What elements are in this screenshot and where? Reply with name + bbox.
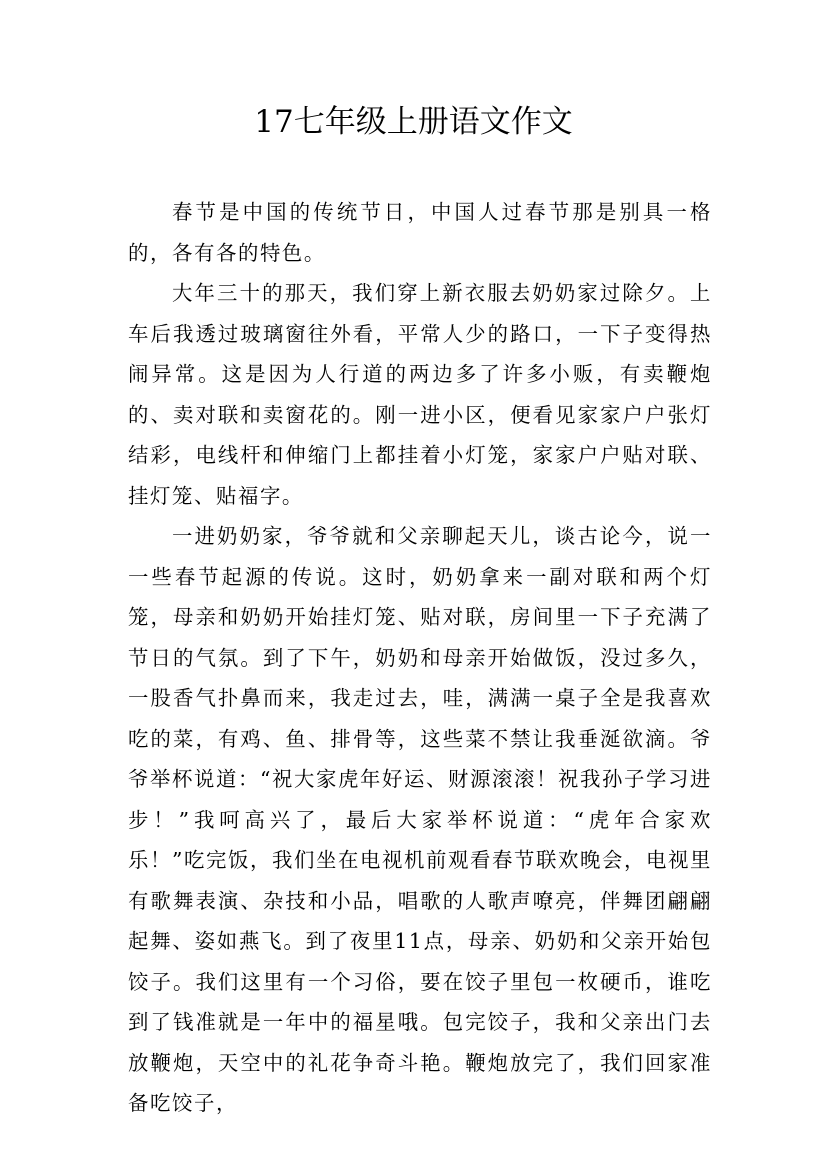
document-title: 17七年级上册语文作文	[254, 104, 573, 140]
paragraph-2: 大年三十的那天，我们穿上新衣服去奶奶家过除夕。上车后我透过玻璃窗往外看，平常人少的路口，一下子变得热闹异常。这是因为人行道的两边多了许多小贩，有卖鞭炮的、卖对联和卖窗花的。刚一进小区，便看见家家户户张灯结彩，电线杆和伸缩门上都挂着小灯笼，家家户户贴对联、挂灯笼、贴福字。	[128, 281, 712, 508]
paragraph-3: 一进奶奶家，爷爷就和父亲聊起天儿，谈古论今，说一一些春节起源的传说。这时，奶奶拿来一副对联和两个灯笼，母亲和奶奶开始挂灯笼、贴对联，房间里一下子充满了节日的气氛。到了下午，奶奶和母亲开始做饭，没过多久，一股香气扑鼻而来，我走过去，哇，满满一桌子全是我喜欢吃的菜，有鸡、鱼、排骨等，这些菜不禁让我垂涎欲滴。爷爷举杯说道：“祝大家虎年好运、财源滚滚！祝我孙子学习进步！”我呵高兴了，最后大家举杯说道：“虎年合家欢乐！”吃完饭，我们坐在电视机前观看春节联欢晚会，电视里有歌舞表演、杂技和小品，唱歌的人歌声嘹亮，伴舞团翩翩起舞、姿如燕飞。到了夜里11点，母亲、奶奶和父亲开始包饺子。我们这里有一个习俗，要在饺子里包一枚硬币，谁吃到了钱准就是一年中的福星哦。包完饺子，我和父亲出门去放鞭炮，天空中的礼花争奇斗艳。鞭炮放完了，我们回家准备吃饺子，	[128, 524, 712, 1115]
paragraph-1: 春节是中国的传统节日，中国人过春节那是别具一格的，各有各的特色。	[128, 200, 712, 265]
document-body	[128, 192, 712, 1124]
